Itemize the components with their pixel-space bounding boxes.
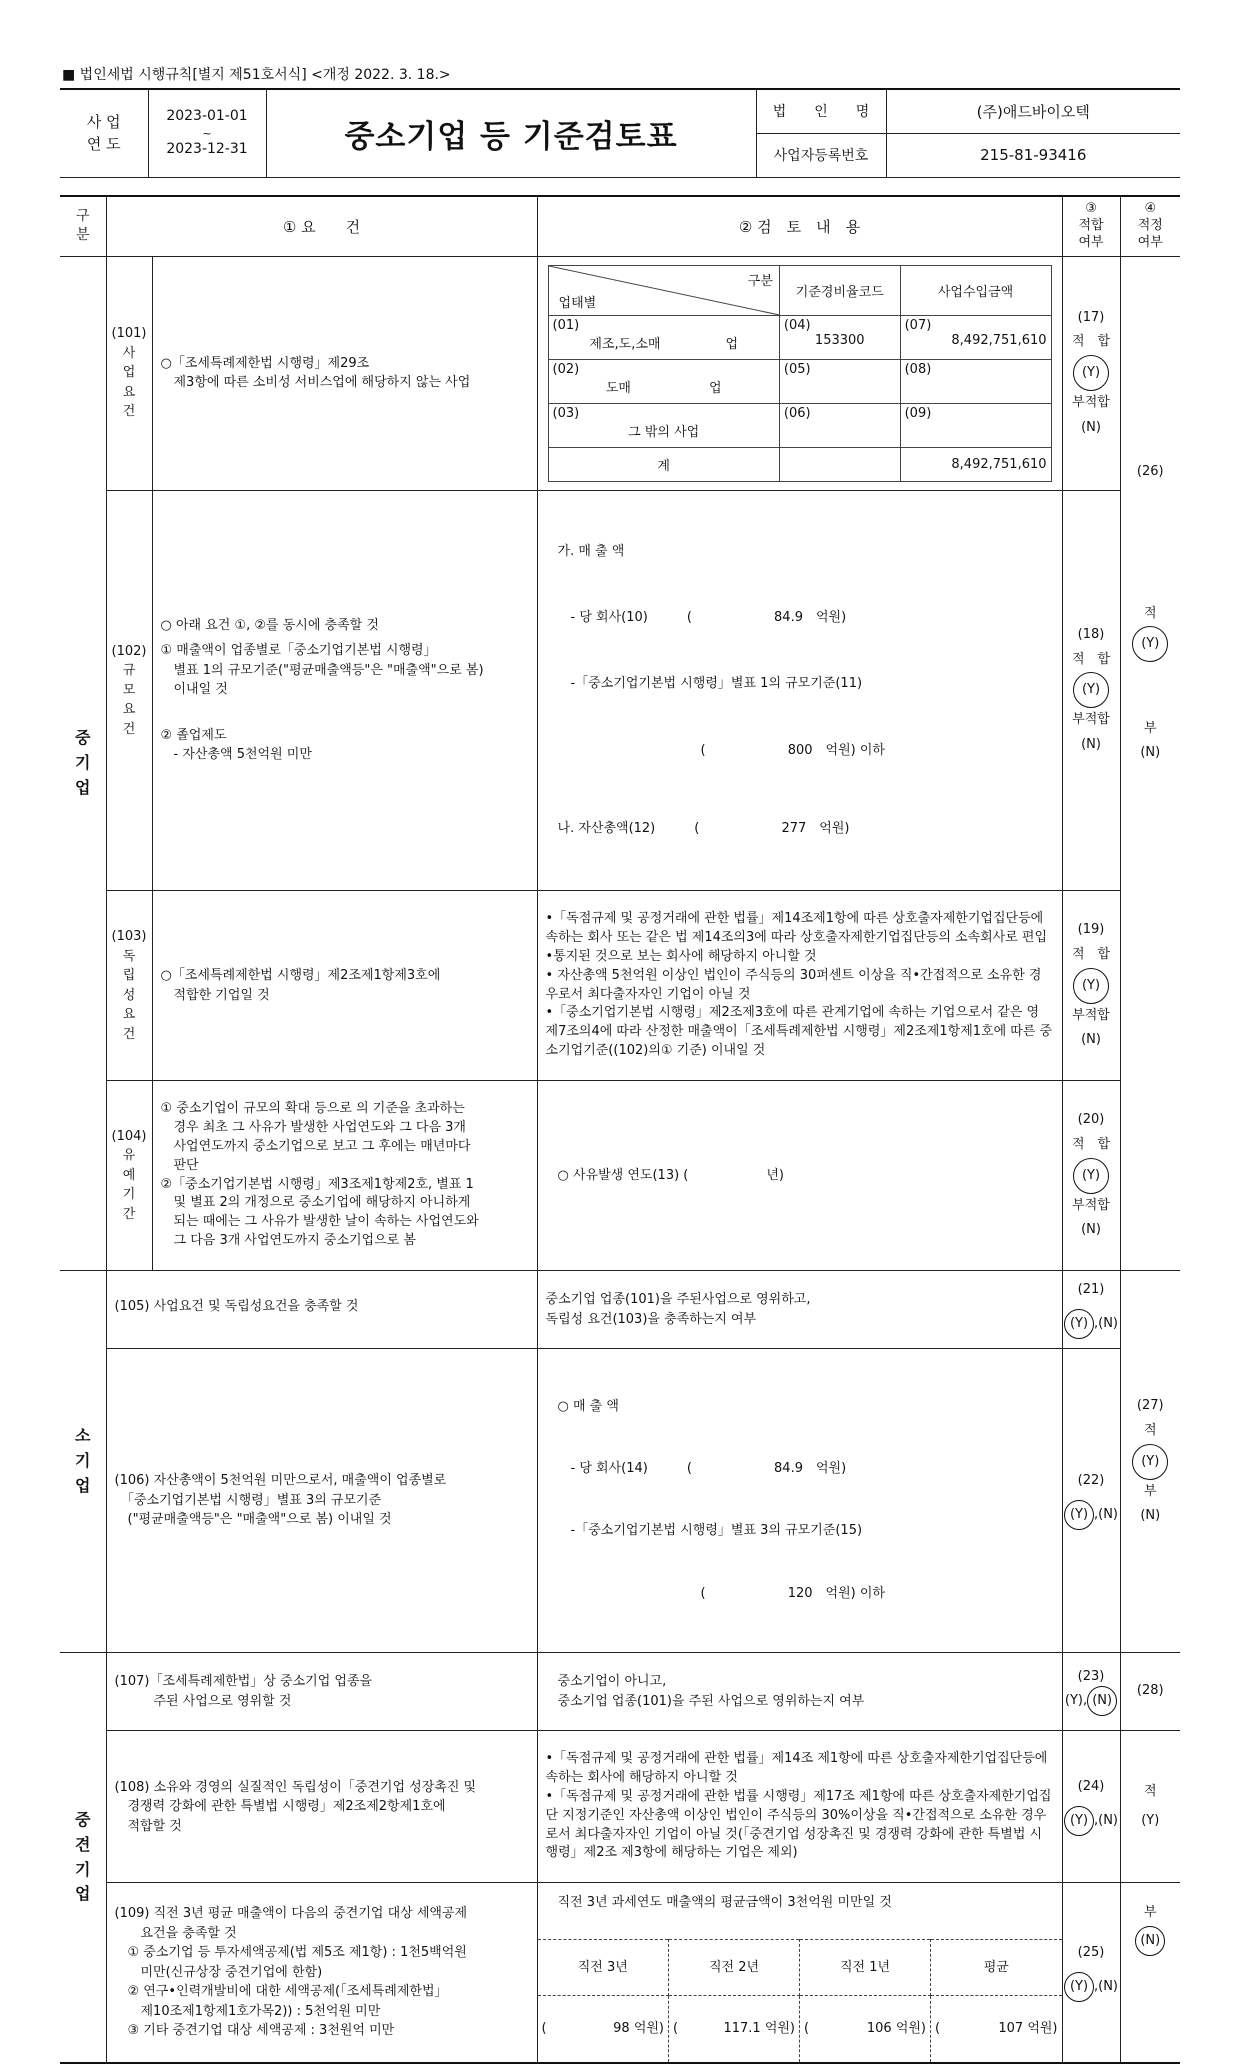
r107-requirement: (107)「조세특례제한법」상 중소기업 업종을 주된 사업으로 영위할 것 — [106, 1653, 537, 1731]
r105-fit-yes-circled[interactable]: (Y) — [1064, 1309, 1094, 1339]
section-label-small: 소 기 업 — [60, 1271, 106, 1653]
r106-review: ○ 매 출 액 - 당 회사(14) ( 84.9 억원) -「중소기업기본법 시행령」별표 3의 규모기준(15) ( 120 억원) 이하 — [537, 1349, 1062, 1653]
r108-fit-yes-circled[interactable]: (Y) — [1064, 1806, 1094, 1836]
r109-col-y1: 직전 1년 — [800, 1940, 931, 1996]
form-reference-line: ■ 법인세법 시행규칙[별지 제51호서식] <개정 2022. 3. 18.> — [62, 67, 451, 83]
section-label-midsize: 중 견 기 업 — [60, 1653, 106, 2063]
period-tilde: ~ — [202, 126, 212, 140]
r101-row2-amount-cell: (08) — [900, 359, 1051, 403]
r101-tbl-head-amount: 사업수입금액 — [900, 265, 1051, 315]
r109-val-y3: ( 98 억원) — [538, 1996, 669, 2062]
r109-fit-yes-circled[interactable]: (Y) — [1064, 1972, 1094, 2002]
r101-row3-amount-cell: (09) — [900, 403, 1051, 447]
corp-name: (주)애드바이오텍 — [886, 89, 1180, 133]
r109-review — [537, 1883, 1062, 2063]
business-period — [148, 89, 266, 177]
r104-review: ○ 사유발생 연도(13) ( 년) — [537, 1081, 1062, 1271]
r106-fit-no[interactable]: (N) — [1098, 1507, 1119, 1523]
r105-fit-no[interactable]: (N) — [1098, 1315, 1119, 1331]
mid-result-no: (28) — [1120, 1653, 1180, 1731]
r106-requirement: (106) 자산총액이 5천억원 미만으로서, 매출액이 업종별로 「중소기업기본법 시행령」별표 3의 규모기준 ("평균매출액등"은 "매출액"으로 봄) 이내일 것 — [106, 1349, 537, 1653]
small-result-yes-circled[interactable]: (Y) — [1132, 1444, 1168, 1480]
corp-name-label: 법 인 명 — [756, 89, 886, 133]
r101-fit: (17) 적 합 (Y) 부적합 (N) — [1062, 256, 1120, 490]
r101-total-amount: 8,492,751,610 — [900, 447, 1051, 481]
r103-requirement: ○「조세특례제한법 시행령」제2조제1항제3호에 적합한 기업일 것 — [152, 891, 537, 1081]
r109-val-avg: ( 107 억원) — [935, 2021, 1058, 2037]
r108-requirement: (108) 소유와 경영의 실질적인 독립성이「중견기업 성장촉진 및 경쟁력 강화에 관한 특별법 시행령」제2조제2항제1호에 적합할 것 — [106, 1731, 537, 1883]
r102-review: 가. 매 출 액 - 당 회사(10) ( 84.9 억원) -「중소기업기본법 시행령」별표 1의 규모기준(11) ( 800 억원) 이하 나. 자산총액(12) ( 277 억원) — [537, 490, 1062, 891]
r107-fit: (23) (Y), (N) — [1062, 1653, 1120, 1731]
r109-col-y3: 직전 3년 — [538, 1940, 669, 1996]
r109-fit: (25) (Y) ,(N) — [1062, 1883, 1120, 2063]
r104-label: (104) 유 예 기 간 — [106, 1081, 152, 1271]
col-header-requirement: ① 요 건 — [106, 196, 537, 256]
r101-row1-name-cell: (01) 제조,도,소매 업 — [548, 315, 779, 359]
col-header-fit: ③ 적합 여부 — [1062, 196, 1120, 256]
main-table — [60, 195, 1180, 2064]
sme-result-no-option[interactable]: (N) — [1140, 745, 1161, 761]
r105-fit: (21) (Y) ,(N) — [1062, 1271, 1120, 1349]
r104-fit-yes-circled[interactable]: (Y) — [1073, 1158, 1109, 1194]
r103-review: •「독점규제 및 공정거래에 관한 법률」제14조제1항에 따른 상호출자제한기업집단등에 속하는 회사 또는 같은 법 제14조의3에 따라 상호출자제한기업집단등의 소속회사로 편입•통지된 것으로 보는 회사에 해당하지 아니할 것 • 자산총액 5천억원 이상인 법인이 주식등의 30퍼센트 이상을 직•간접적으로 소유한 경우로서 최다출자자인 기업이 아닐 것 •「중소기업기본법 시행령」제2조제3호에 따른 관계기업에 속하는 기업으로서 같은 영 제7조의4에 따라 산정한 매출액이「조세특례제한법 시행령」제2조제1항제1호에 따른 중소기업기준((102)의① 기준) 이내일 것 — [537, 891, 1062, 1081]
r104-fit: (20) 적 합 (Y) 부적합 (N) — [1062, 1081, 1120, 1271]
r101-fit-yes-circled[interactable]: (Y) — [1073, 355, 1109, 391]
r109-val-y2: ( 117.1 억원) — [669, 1996, 800, 2062]
r101-tbl-head-gubun: 구분 — [747, 273, 773, 289]
col-header-review: ② 검 토 내 용 — [537, 196, 1062, 256]
r109-fit-no[interactable]: (N) — [1098, 1978, 1119, 1994]
r101-row3-code-cell: (06) — [779, 403, 900, 447]
period-label: 사 업 연 도 — [60, 89, 148, 177]
r102-fit-no[interactable]: (N) — [1081, 736, 1101, 752]
r108-fit: (24) (Y) ,(N) — [1062, 1731, 1120, 1883]
page-title: 중소기업 등 기준검토표 — [266, 89, 756, 177]
period-end: 2023-12-31 — [166, 140, 248, 157]
r101-row1-amount-cell: (07) 8,492,751,610 — [900, 315, 1051, 359]
r102-label: (102) 규 모 요 건 — [106, 490, 152, 891]
r101-label: (101) 사 업 요 건 — [106, 256, 152, 490]
mid-result-yes[interactable]: (Y) — [1141, 1812, 1160, 1828]
r108-fit-no[interactable]: (N) — [1098, 1813, 1119, 1829]
sme-result-no: (26) — [1136, 463, 1164, 479]
r101-tbl-corner — [548, 265, 779, 315]
r101-revenue-table — [548, 265, 1052, 482]
section-label-sme: 중 기 업 — [60, 256, 106, 1271]
r104-fit-no[interactable]: (N) — [1081, 1222, 1101, 1238]
r101-review — [537, 256, 1062, 490]
r102-requirement: ○ 아래 요건 ①, ②를 동시에 충족할 것 ① 매출액이 업종별로「중소기업기본법 시행령」 별표 1의 규모기준("평균매출액등"은 "매출액"으로 봄) 이내일 것 ② 졸업제도 - 자산총액 5천억원 미만 — [152, 490, 537, 891]
r102-fit: (18) 적 합 (Y) 부적합 (N) — [1062, 490, 1120, 891]
small-result-no-option[interactable]: (N) — [1140, 1508, 1161, 1524]
r107-fit-yes[interactable]: (Y) — [1064, 1692, 1083, 1708]
r101-tbl-head-code: 기준경비율코드 — [779, 265, 900, 315]
r101-total-code — [779, 447, 900, 481]
sme-result-yes-circled[interactable]: (Y) — [1132, 626, 1168, 662]
r107-fit-no-circled[interactable]: (N) — [1087, 1686, 1117, 1716]
r109-col-avg: 평균 — [931, 1940, 1062, 1996]
r101-row1-code-cell: (04) 153300 — [779, 315, 900, 359]
r107-review: 중소기업이 아니고, 중소기업 업종(101)을 주된 사업으로 영위하는지 여부 — [537, 1653, 1062, 1731]
r102-fit-yes-circled[interactable]: (Y) — [1073, 672, 1109, 708]
r101-row2-name-cell: (02) 도매 업 — [548, 359, 779, 403]
r101-total-label: 계 — [548, 447, 779, 481]
r101-row3-name-cell: (03) 그 밖의 사업 — [548, 403, 779, 447]
sme-result: (26) 적 (Y) 부 (N) — [1120, 256, 1180, 1271]
header-table — [60, 88, 1180, 178]
r105-review: 중소기업 업종(101)을 주된사업으로 영위하고, 독립성 요건(103)을 충족하는지 여부 — [537, 1271, 1062, 1349]
r106-fit: (22) (Y) ,(N) — [1062, 1349, 1120, 1653]
r108-review: •「독점규제 및 공정거래에 관한 법률」제14조 제1항에 따른 상호출자제한기업집단등에 속하는 회사에 해당하지 아니할 것 •「독점규제 및 공정거래에 관한 법률 시행령」제17조 제1항에 따른 상호출자제한기업집단 지정기준인 자산총액 이상인 법인이 주식등의 30%이상을 직•간접적으로 소유한 경우로서 최다출자자인 기업이 아닐 것(「중견기업 성장촉진 및 경쟁력 강화에 관한 특별법 시행령」제2조 제3항에 해당하는 기업은 제외) — [537, 1731, 1062, 1883]
r109-val-y1: ( 106 억원) — [800, 1996, 931, 2062]
r106-fit-yes-circled[interactable]: (Y) — [1064, 1500, 1094, 1530]
col-header-appropriate: ④ 적정 여부 — [1120, 196, 1180, 256]
mid-result-ng: 부 (N) — [1120, 1883, 1180, 2063]
r103-label: (103) 독 립 성 요 건 — [106, 891, 152, 1081]
small-result: (27) 적 (Y) 부 (N) — [1120, 1271, 1180, 1653]
r103-fit-yes-circled[interactable]: (Y) — [1073, 968, 1109, 1004]
r109-requirement: (109) 직전 3년 평균 매출액이 다음의 중견기업 대상 세액공제 요건을 충족할 것 ① 중소기업 등 투자세액공제(법 제5조 제1항) : 1천5백억원 미만(신규상장 중견기업에 한함) ② 연구•인력개발비에 대한 세액공제(「조세특례제한법」 제10조제1항제1호가목2)) : 5천억원 미만 ③ 기타 중견기업 대상 세액공제 : 3천원억 미만 — [106, 1883, 537, 2063]
r109-sales-table — [538, 1939, 1062, 2062]
r109-col-y2: 직전 2년 — [669, 1940, 800, 1996]
r103-fit: (19) 적 합 (Y) 부적합 (N) — [1062, 891, 1120, 1081]
biz-number-label: 사업자등록번호 — [756, 133, 886, 177]
r101-requirement: ○「조세특례제한법 시행령」제29조 제3항에 따른 소비성 서비스업에 해당하지 않는 사업 — [152, 256, 537, 490]
r104-requirement: ① 중소기업이 규모의 확대 등으로 의 기준을 초과하는 경우 최초 그 사유가 발생한 사업연도와 그 다음 3개 사업연도까지 중소기업으로 보고 그 후에는 매년마다 판단 ②「중소기업기본법 시행령」제3조제1항제2호, 별표 1 및 별표 2의 개정으로 중소기업에 해당하지 아니하게 되는 때에는 그 사유가 발생한 날이 속하는 사업연도와 그 다음 3개 사업연도까지 중소기업으로 봄 — [152, 1081, 537, 1271]
mid-result-no-circled[interactable]: (N) — [1135, 1926, 1165, 1956]
mid-result-ok: 적 (Y) — [1120, 1731, 1180, 1883]
col-header-category: 구 분 — [60, 196, 106, 256]
r101-tbl-head-biz: 업태별 — [558, 295, 597, 311]
period-start: 2023-01-01 — [166, 108, 248, 125]
r101-row2-code-cell: (05) — [779, 359, 900, 403]
r101-fit-no[interactable]: (N) — [1081, 419, 1101, 435]
r103-fit-no[interactable]: (N) — [1081, 1032, 1101, 1048]
r105-requirement: (105) 사업요건 및 독립성요건을 충족할 것 — [106, 1271, 537, 1349]
biz-number: 215-81-93416 — [886, 133, 1180, 177]
r109-review-head: 직전 3년 과세연도 매출액의 평균금액이 3천억원 미만일 것 — [557, 1895, 892, 1911]
